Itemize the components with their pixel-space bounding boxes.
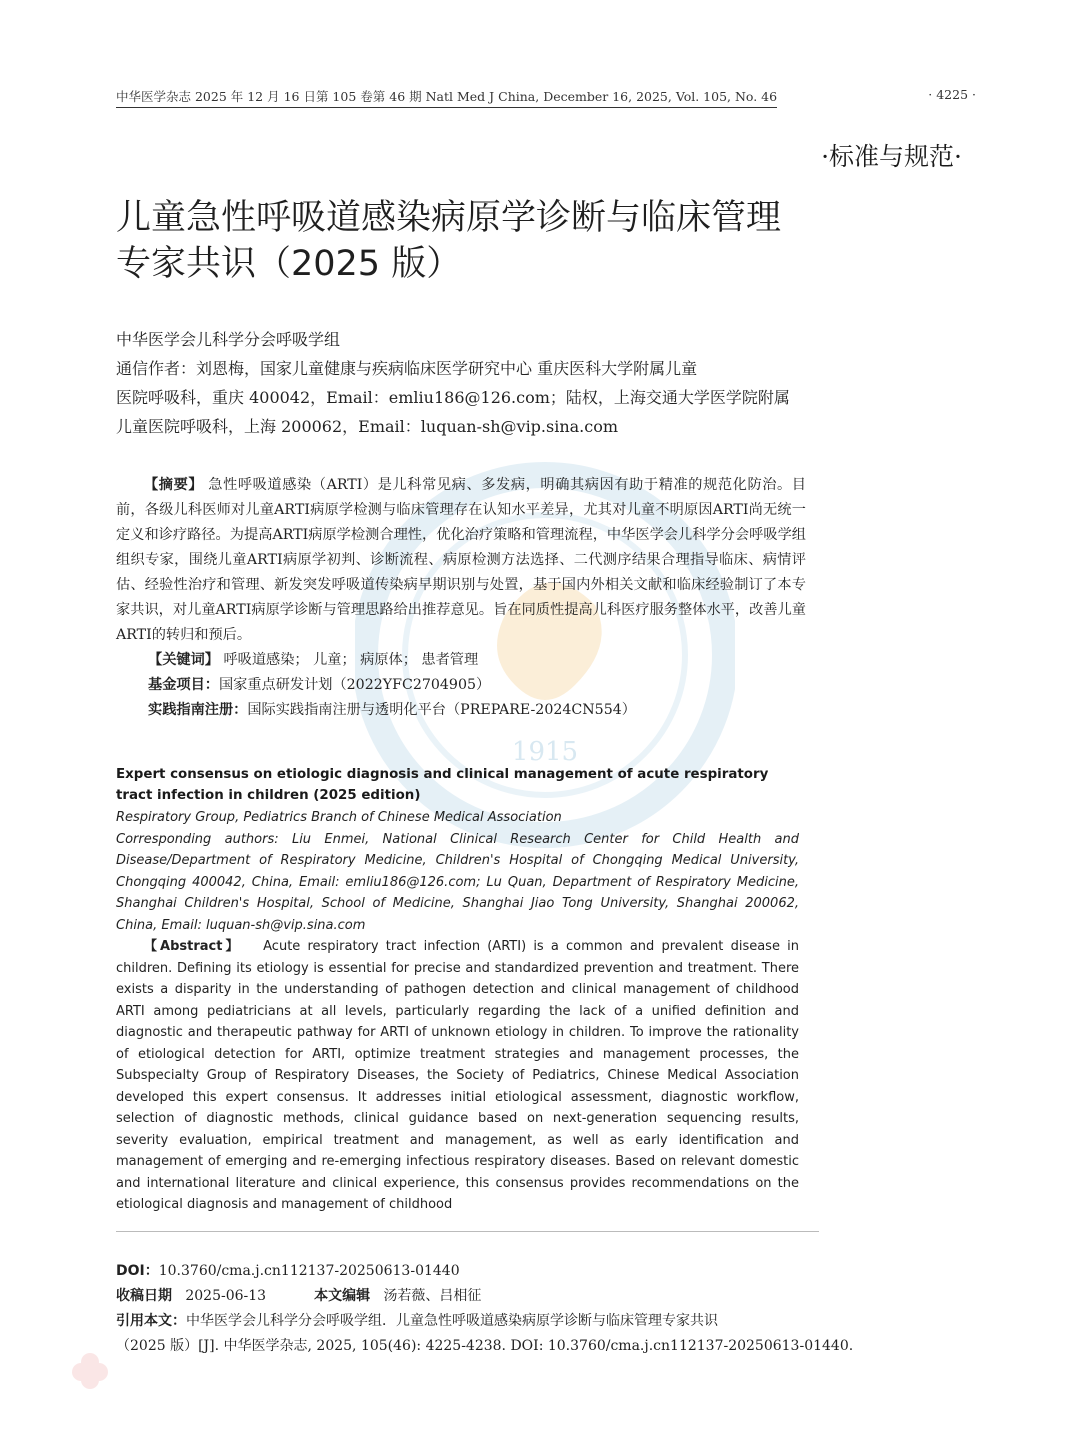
keywords-row (116, 648, 806, 673)
citation-row-1 (116, 1309, 821, 1334)
cite-label: 引用本文： (116, 1313, 186, 1329)
author-group: 中华医学会儿科学分会呼吸学组 (116, 330, 341, 349)
citation-row-2: （2025 版）[J]. 中华医学杂志, 2025, 105(46): 4225-4238. DOI: 10.3760/cma.j.cn112137-20250613-01440. (116, 1338, 854, 1354)
english-abstract-label: 【Abstract】 (144, 939, 242, 954)
keywords-label: 【关键词】 (148, 652, 219, 668)
english-corresponding-authors: Corresponding authors: Liu Enmei, National Clinical Research Center for Child Health and Disease/Department of Respiratory Medicine, Children's Hospital of Chongqing Medical University, Chongqing 400042, China, Email: emliu186@126.com; Lu Quan, Department of Respiratory Medicine, Shanghai Children's Hospital, School of Medicine, Shanghai Jiao Tong University, Shanghai 200062, China, Email: luquan-sh@vip.sina.com (116, 831, 799, 933)
page-number: · 4225 · (928, 87, 976, 102)
author-block (116, 325, 806, 441)
english-author-group: Respiratory Group, Pediatrics Branch of Chinese Medical Association (116, 810, 562, 825)
fund-row (116, 673, 806, 698)
article-title (116, 195, 836, 287)
title-line-1: 儿童急性呼吸道感染病原学诊断与临床管理 (116, 198, 782, 238)
corresponding-line-3: 儿童医院呼吸科，上海 200062，Email：luquan-sh@vip.sina.com (116, 417, 619, 436)
english-title: Expert consensus on etiologic diagnosis and clinical management of acute respiratory tract infection in children (2025 edition) (116, 767, 769, 803)
abstract-label: 【摘要】 (144, 477, 204, 493)
seal-year: 1915 (511, 737, 579, 767)
chinese-abstract (116, 473, 806, 723)
english-abstract-text: Acute respiratory tract infection (ARTI) is a common and prevalent disease in children. Defining its etiology is essential for precise and standardized prevention and treatment. There exists a disparity in the understanding of pathogen detection and clinical management of childhood ARTI among pediatricians at all levels, particularly regarding the lack of a unified definition and diagnostic and therapeutic pathway for ARTI of unknown etiology in children. To improve the rationality of etiological detection for ARTI, optimize treatment strategies and management processes, the Subspecialty Group of Respiratory Diseases, the Society of Pediatrics, Chinese Medical Association developed this expert consensus. It addresses initial etiological assessment, diagnostic workflow, selection of diagnostic methods, clinical guidance based on next-generation sequencing results, severity evaluation, empirical treatment and management, as well as early identification and management of emerging and re-emerging infectious respiratory diseases. Based on relevant domestic and international literature and clinical experience, this consensus provides recommendations on the etiological diagnosis and management of childhood (116, 939, 799, 1212)
corresponding-line-2: 医院呼吸科，重庆 400042，Email：emliu186@126.com；陆权，上海交通大学医学院附属 (116, 388, 790, 407)
journal-citation-line: 中华医学杂志 2025 年 12 月 16 日第 105 卷第 46 期 Natl Med J China, December 16, 2025, Vol. 105, No. 46 (116, 87, 777, 108)
abstract-paragraph (116, 473, 806, 648)
flower-icon (72, 1353, 108, 1389)
registry-label: 实践指南注册： (148, 702, 248, 718)
fund-text: 国家重点研发计划（2022YFC2704905） (218, 677, 491, 693)
section-label: ·标准与规范· (821, 142, 962, 171)
doi-row (116, 1259, 821, 1284)
english-abstract-block (116, 807, 799, 1216)
abstract-text: 急性呼吸道感染（ARTI）是儿科常见病、多发病，明确其病因有助于精准的规范化防治。目前，各级儿科医师对儿童ARTI病原学检测与临床管理存在认知水平差异，尤其对儿童不明原因ARTI尚无统一定义和诊疗路径。为提高ARTI病原学检测合理性，优化治疗策略和管理流程，中华医学会儿科学分会呼吸学组组织专家，围绕儿童ARTI病原学初判、诊断流程、病原检测方法选择、二代测序结果合理指导临床、病情评估、经验性治疗和管理、新发突发呼吸道传染病早期识别与处置，基于国内外相关文献和临床经验制订了本专家共识，对儿童ARTI病原学诊断与管理思路给出推荐意见。旨在同质性提高儿科医疗服务整体水平，改善儿童ARTI的转归和预后。 (116, 477, 806, 643)
received-date: 2025-06-13 (185, 1288, 267, 1304)
corresponding-line-1: 通信作者：刘恩梅，国家儿童健康与疾病临床医学研究中心 重庆医科大学附属儿童 (116, 359, 698, 378)
cite-text-1: 中华医学会儿科学分会呼吸学组．儿童急性呼吸道感染病原学诊断与临床管理专家共识 (186, 1313, 718, 1329)
received-row (116, 1284, 821, 1309)
title-line-2: 专家共识（2025 版） (116, 244, 462, 284)
fund-label: 基金项目： (148, 677, 219, 693)
english-abstract-paragraph (116, 936, 799, 1216)
footnote-divider (116, 1231, 819, 1232)
editor-names: 汤若薇、吕相征 (383, 1288, 482, 1304)
received-label: 收稿日期 (116, 1288, 172, 1304)
running-header (116, 87, 976, 109)
registry-row (116, 698, 806, 723)
editor-label: 本文编辑 (314, 1288, 371, 1304)
doi-label: DOI： (116, 1263, 159, 1279)
keywords-text: 呼吸道感染； 儿童； 病原体； 患者管理 (223, 652, 479, 668)
doi-link[interactable]: 10.3760/cma.j.cn112137-20250613-01440 (158, 1263, 460, 1279)
article-footnote (116, 1259, 854, 1359)
registry-text: 国际实践指南注册与透明化平台（PREPARE-2024CN554） (247, 702, 636, 718)
